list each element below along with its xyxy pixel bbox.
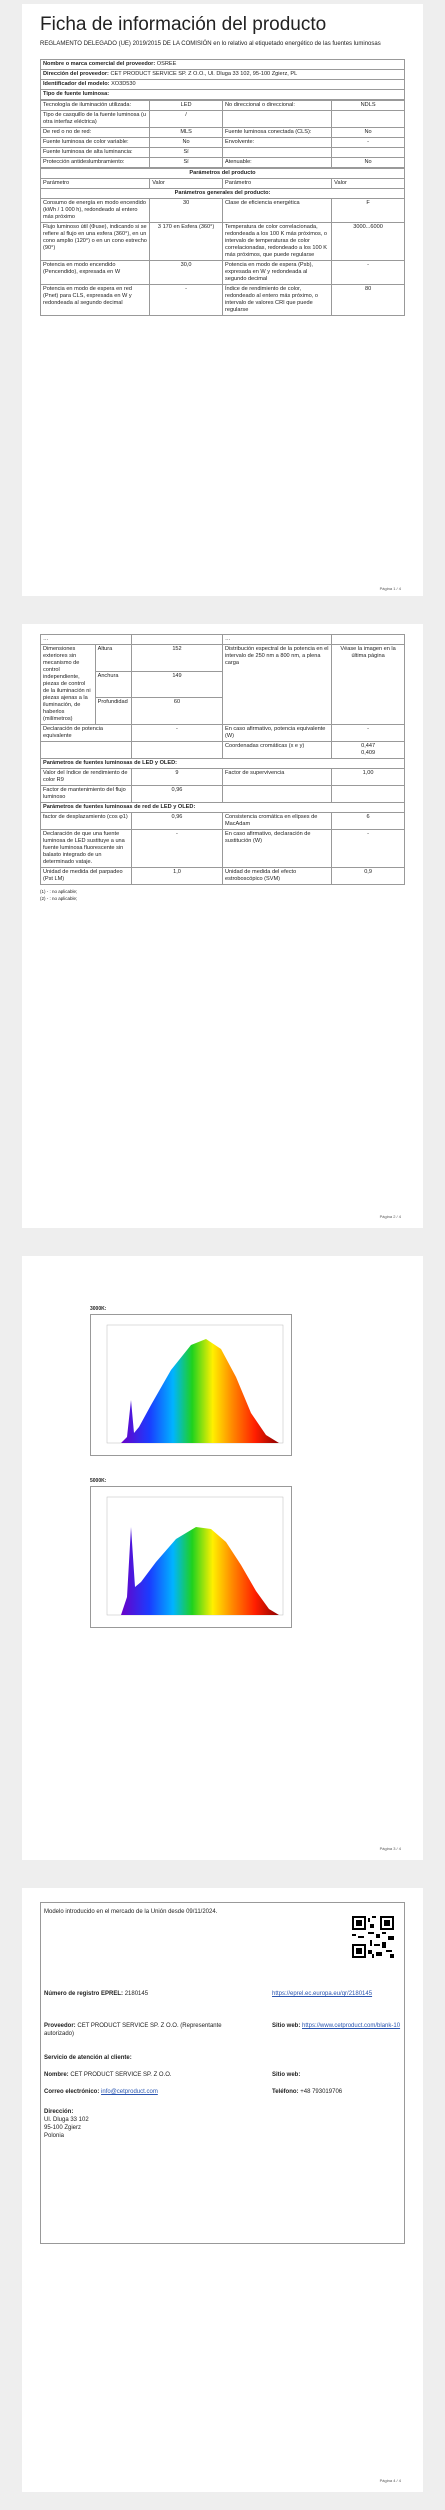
footnotes: (1) - : no aplicable; (2) - : no aplicable; [40,889,78,901]
name-row: Nombre: CET PRODUCT SERVICE SP. Z O.O. [44,2072,172,2078]
eprel-link[interactable]: https://eprel.ec.europa.eu/qr/2180145 [272,1991,373,1997]
params-table-continued: … … Dimensiones exteriores sin mecanismo de control independiente, piezas de control de la iluminación ni piezas ajenas a la iluminación, de haberlos (milímetros) Altura 152 Distribución espectral de la potencia en el intervalo de 250 nm a 800 nm, a plena carga Véase la imagen en la última página Anchura 149 Profundidad 60 Declaración de potencia equivalente - En caso afirmativo, potencia equivalente (W) - Coordenadas cromáticas (x e y) 0,447 0,409 Parámetros de fuentes luminosas de LED y OLED: Valor del índice de rendimiento de color R9 9 Factor de supervivencia 1,00 Factor de mantenimiento del flujo luminoso 0,96 Parámetros de fuentes luminosas de red de LED y OLED: factor de desplazamiento (cos φ1) 0,96 Consistencia cromática en elipses de MacAdam 6 Declaración de que una fuente luminosa de LED sustituye a una fuente luminosa fluorescente sin balasto integrado de un determinado vataje. - En caso afirmativo, declaración de sustitución (W) - Unidad de medida del parpadeo (Pst LM) 1,0 Unidad de medida del efecto estroboscópico (SVM) 0,9 [40,634,405,885]
provider-row: Proveedor: CET PRODUCT SERVICE SP. Z O.O. (Representante autorizado) [44,2023,222,2037]
page-number: Página 4 / 4 [379,2478,401,2483]
spectrum-chart-3000k [90,1314,292,1456]
page-3 [22,1256,423,1860]
email-row: Correo electrónico: info@cetproduct.com [44,2089,158,2095]
spectrum-chart-5000k [90,1486,292,1628]
website-row: Sitio web: https://www.cetproduct.com/blank-10 [272,2023,401,2029]
spectrum-label-3000k: 3000K: [90,1306,107,1312]
type-header: Tipo de fuente luminosa: [41,90,405,100]
website2-row: Sitio web: [272,2072,301,2078]
phone-row: Teléfono: +48 793019706 [272,2089,343,2095]
brand-row: Nombre o marca comercial del proveedor: OSREE [41,60,405,70]
spectrum-curve-3000k [121,1339,279,1443]
page-4 [22,1888,423,2492]
website-link[interactable]: https://www.cetproduct.com/blank-10 [302,2023,401,2029]
page-1 [22,4,423,596]
address-block: Dirección: Ul. Dluga 33 102 95-100 Zgierz Polonia [44,2109,89,2139]
page-number: Página 2 / 4 [379,1214,401,1219]
spectrum-curve-5000k [121,1527,279,1615]
email-link[interactable]: info@cetproduct.com [101,2089,158,2095]
market-intro: Modelo introducido en el mercado de la Unión desde 09/11/2024. [44,1909,218,1915]
regulation-text: REGLAMENTO DELEGADO (UE) 2019/2015 DE LA COMISIÓN en lo relativo al etiquetado energético de las fuentes luminosas [40,41,381,47]
qr-code-icon [352,1916,394,1958]
page-2 [22,624,423,1228]
params-table: Parámetros del producto Parámetro Valor Parámetro Valor Parámetros generales del producto: Consumo de energía en modo encendido (kWh / 1 000 h), redondeado al entero más próximo 30 Clase de eficiencia energética F Flujo luminoso útil (Φuse), indicando si se refiere al flujo en una esfera (360°), en un cono amplio (120°) o en un cono estrecho (90°) 3 170 en Esfera (360°) Temperatura de color correlacionada, redondeada a los 100 K más próximos, o intervalo de temperaturas de color correlacionadas, redondeado a los 100 K más próximos, que puede regularse 3000...6000 Potencia en modo encendido (Pencendido), expresada en W 30,0 Potencia en modo de espera (Psb), expresada en W y redondeada al segundo decimal - Potencia en modo de espera en red (Pnet) para CLS, expresada en W y redondeada al segundo decimal - Índice de rendimiento de color, redondeado al entero más próximo, o intervalo de valores CRI que puede regularse 80 [40,168,405,316]
page-number: Página 1 / 4 [379,586,401,591]
eprel-row: Número de registro EPREL: 2180145 [44,1991,149,1997]
type-table: Tecnología de iluminación utilizada: LED No direccional o direccional: NDLS Tipo de casquillo de la fuente luminosa (u otra interfaz eléctrica) / De red o no de red: MLS Fuente luminosa conectada (CLS): No Fuente luminosa de color variable: No Envolvente: - Fuente luminosa de alta luminancia: Sí Protección antideslumbramiento: Sí Atenuable: No [40,100,405,168]
page-title: Ficha de información del producto [40,14,327,35]
service-header: Servicio de atención al cliente: [44,2055,132,2061]
spectrum-svg-3000k [91,1315,291,1455]
address-row: Dirección del proveedor: CET PRODUCT SERVICE SP. Z O.O., Ul. Dluga 33 102, 95-100 Zgierz, PL [41,70,405,80]
spectrum-svg-5000k [91,1487,291,1627]
page-number: Página 3 / 4 [379,1846,401,1851]
supplier-table [40,59,405,100]
model-row: Identificador del modelo: XO3D530 [41,80,405,90]
spectrum-label-5000k: 5000K: [90,1478,107,1484]
